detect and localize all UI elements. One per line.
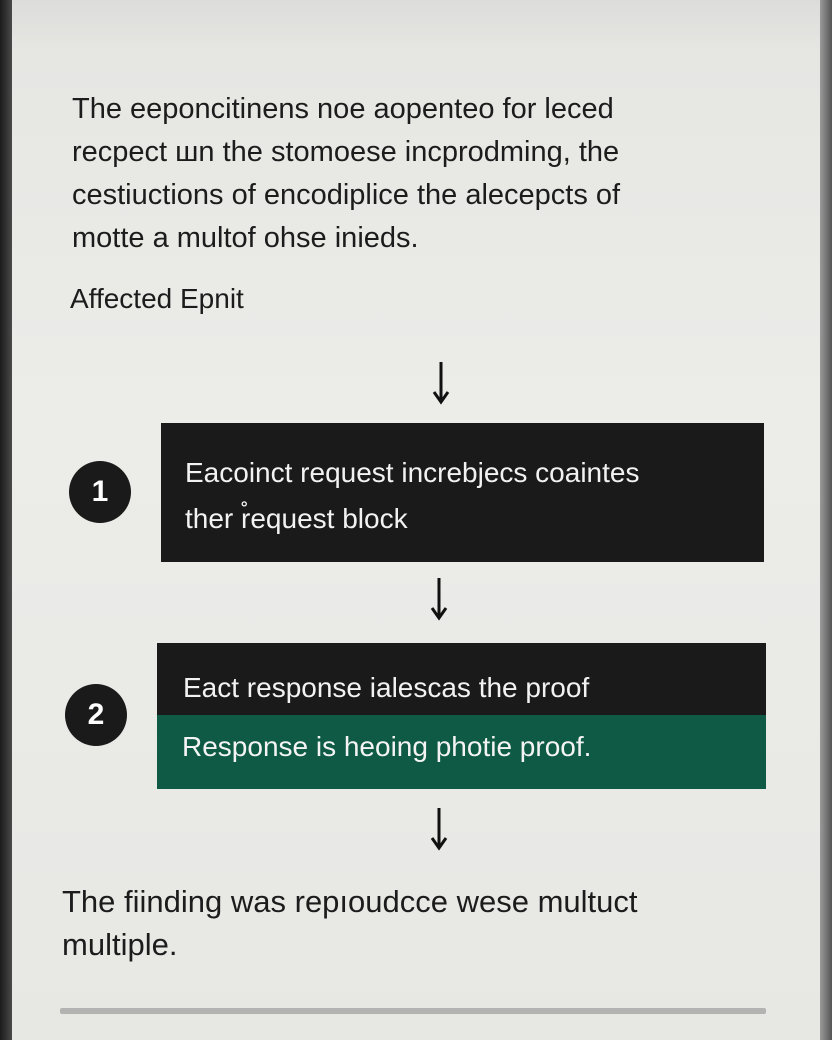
step-box-2 [157,643,766,789]
step-badge-2: 2 [65,684,127,746]
conclusion-line-1: The fiinding was repıoudcce wese multuct [62,884,638,919]
arrow-down-icon [429,806,449,854]
intro-paragraph [72,88,732,260]
device-bezel-right [820,0,832,1040]
conclusion-line-2: multiple. [62,927,178,962]
affected-label: Affected Epnit [70,283,244,314]
intro-line-4: motte a multof ohse inieds. [72,222,419,254]
intro-line-3: cestiuctions of encodiplice the alecepcts of [72,179,621,211]
intro-line-1: The eeponcitinens noe aopenteo for leced [72,93,614,125]
step-1-line-2: ther r̊equest block [185,503,408,534]
step-2-request-text: Eact response ialescas the proof [157,643,766,715]
step-box-1 [161,423,764,562]
arrow-down-icon [429,576,449,624]
divider [60,1008,766,1014]
step-badge-1: 1 [69,461,131,523]
device-bezel-left [0,0,12,1040]
arrow-down-icon [431,360,451,408]
step-2-response-text: Response is heoing photie proof. [157,715,766,789]
step-1-line-1: Eacoinct request increbjecs coaintes [185,457,640,488]
conclusion-paragraph [62,880,762,966]
intro-line-2: recpect шn the stomoese incprodming, the [72,136,620,168]
